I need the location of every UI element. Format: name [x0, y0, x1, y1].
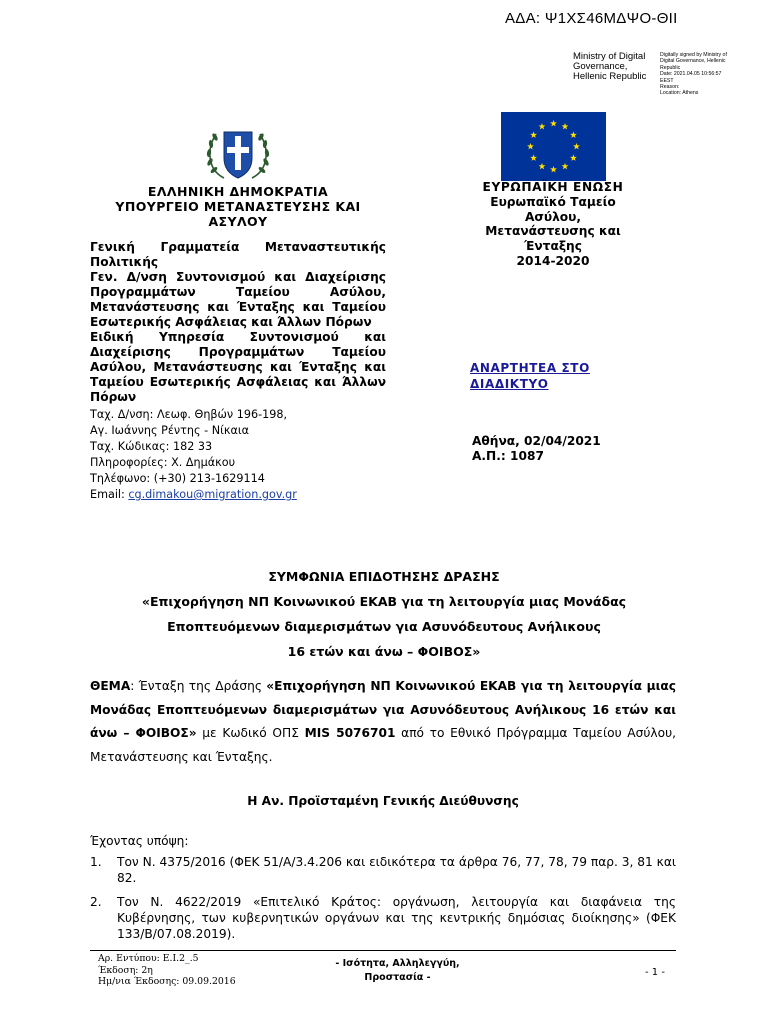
signature-detail-line: Date: 2021.04.05 10:56:57: [660, 71, 722, 78]
special-service: Ειδική Υπηρεσία Συντονισμού και Διαχείρισης Προγραμμάτων Ταμείου Ασύλου, Μετανάστευσης και Ένταξης και Ταμείου Εσωτερικής Ασφάλειας και Άλλων Πόρων: [90, 330, 386, 404]
signer-title: Η Αν. Προϊσταμένη Γενικής Διεύθυνσης: [247, 794, 519, 808]
list-item-text: Τον Ν. 4375/2016 (ΦΕΚ 51/Α/3.4.206 και ειδικότερα τα άρθρα 76, 77, 78, 79 παρ. 3, 81 και 82.: [117, 855, 676, 885]
eu-title-line: Ευρωπαϊκό Ταμείο: [490, 194, 616, 209]
general-directorate: Γεν. Δ/νση Συντονισμού και Διαχείρισης Προγραμμάτων Ταμείου Ασύλου, Μετανάστευσης και Ένταξης και Ταμείου Εσωτερικής Ασφάλειας και Άλλων Πόρων: [90, 270, 386, 329]
signature-detail-line: Republic: [660, 64, 681, 71]
subject-paragraph: [90, 675, 676, 769]
list-item: [90, 894, 676, 942]
general-secretariat: Γενική Γραμματεία Μεταναστευτικής Πολιτικής: [90, 240, 386, 269]
subject-label: ΘΕΜΑ: [90, 679, 131, 693]
ada-code: ΑΔΑ: Ψ1ΧΣ46ΜΔΨΟ-ΘΙΙ: [505, 10, 678, 27]
signature-detail-line: Location: Athens: [660, 90, 699, 97]
page-number: - 1 -: [645, 967, 665, 978]
post-note-line: ΑΝΑΡΤΗΤΕΑ ΣΤΟ: [470, 361, 590, 375]
eu-title-line: 2014-2020: [516, 253, 590, 268]
references-list: [90, 854, 676, 950]
contact-details: [90, 407, 386, 503]
issuer-title-line: ΑΣΥΛΟΥ: [208, 214, 268, 229]
footer-divider: [90, 950, 676, 951]
form-number: Αρ. Εντύπου: Ε.Ι.2_.5: [98, 953, 199, 964]
issuer-title-line: ΕΛΛΗΝΙΚΗ ΔΗΜΟΚΡΑΤΙΑ: [147, 184, 329, 199]
info-contact: Πληροφορίες: Χ. Δημάκου: [90, 456, 236, 469]
motto-line: - Ισότητα, Αλληλεγγύη,: [335, 958, 460, 969]
address-line: Αγ. Ιωάννης Ρέντης - Νίκαια: [90, 424, 250, 437]
eu-title-line: Ένταξης: [524, 239, 582, 254]
agreement-title: [100, 564, 668, 664]
eu-title-line: ΕΥΡΩΠΑΪΚΗ ΕΝΩΣΗ: [482, 180, 624, 194]
place-and-date: [472, 434, 601, 464]
email-line: [90, 487, 386, 503]
protocol-number: Α.Π.: 1087: [472, 449, 544, 463]
list-item: [90, 854, 676, 886]
email-label: Email:: [90, 488, 129, 501]
signature-detail-line: Digital Governance, Hellenic: [660, 58, 726, 65]
signature-stamp-line: Governance,: [573, 61, 628, 72]
signature-stamp-line: Hellenic Republic: [573, 71, 647, 82]
agreement-line: «Επιχορήγηση ΝΠ Κοινωνικού ΕΚΑΒ για τη λειτουργία μιας Μονάδας: [141, 594, 627, 609]
post-note-line: ΔΙΑΔΙΚΤΥΟ: [470, 377, 549, 391]
agreement-line: 16 ετών και άνω – ΦΟΙΒΟΣ»: [287, 644, 481, 659]
list-item-text: Τον Ν. 4622/2019 «Επιτελικό Κράτος: οργάνωση, λειτουργία και διαφάνεια της Κυβέρνησης, των κυβερνητικών οργάνων και της κεντρικής δημόσιας διοίκησης» (ΦΕΚ 133/Β/07.08.2019).: [117, 895, 676, 941]
eu-title-line: Μετανάστευσης και: [485, 224, 621, 239]
subject-text: με Κωδικό ΟΠΣ: [196, 726, 305, 740]
phone-number: Τηλέφωνο: (+30) 213-1629114: [90, 472, 265, 485]
mis-code: MIS 5076701: [304, 726, 396, 740]
signature-stamp-line: Ministry of Digital: [573, 51, 646, 62]
list-item-number: 2.: [90, 895, 102, 909]
edition-date: Ημ/νια Έκδοσης: 09.09.2016: [98, 976, 236, 987]
signature-details: [660, 52, 750, 97]
issuer-block: [90, 240, 386, 503]
signature-stamp: [573, 52, 659, 82]
issuer-title-line: ΥΠΟΥΡΓΕΙΟ ΜΕΤΑΝΑΣΤΕΥΣΗΣ ΚΑΙ: [115, 199, 361, 214]
considering-heading: Έχοντας υπόψη:: [90, 834, 189, 848]
date-line: Αθήνα, 02/04/2021: [472, 434, 601, 448]
issuer-title: [100, 184, 376, 229]
subject-text: : Ένταξη της Δράσης: [130, 679, 267, 693]
signature-detail-line: EEST: [660, 77, 674, 84]
footer-motto: [330, 957, 465, 984]
footer-form-info: [98, 953, 236, 988]
subject-text: από το Εθνικό Πρόγραμμα Ταμείου Ασύλου, Μετανάστευσης και Ένταξης.: [90, 726, 677, 764]
eu-title-line: Ασύλου,: [524, 209, 582, 224]
list-item-number: 1.: [90, 855, 102, 869]
edition: Έκδοση: 2η: [98, 964, 153, 976]
agreement-heading: ΣΥΜΦΩΝΙΑ ΕΠΙΔΟΤΗΣΗΣ ΔΡΑΣΗΣ: [268, 569, 500, 584]
subject-action-title: «Επιχορήγηση ΝΠ Κοινωνικού ΕΚΑΒ για τη λειτουργία μιας Μονάδας Εποπτευόμενων διαμερισμάτων για Ασυνόδευτους Ανήλικους 16 ετών και άνω – ΦΟΙΒΟΣ»: [90, 679, 676, 740]
postal-code: Ταχ. Κώδικας: 182 33: [90, 440, 213, 453]
post-online-note: [470, 360, 600, 392]
signature-detail-line: Digitally signed by Ministry of: [660, 52, 727, 58]
email-link[interactable]: cg.dimakou@migration.gov.gr: [128, 488, 297, 501]
address-line: Ταχ. Δ/νση: Λεωφ. Θηβών 196-198,: [90, 408, 288, 421]
eu-fund-title: [468, 180, 638, 269]
greek-coat-of-arms-icon: [202, 126, 274, 184]
motto-line: Προστασία -: [364, 971, 431, 983]
signature-detail-line: Reason:: [660, 84, 680, 91]
eu-flag-icon: [501, 112, 606, 181]
agreement-line: Εποπτευόμενων διαμερισμάτων για Ασυνόδευτους Ανήλικους: [167, 619, 601, 634]
